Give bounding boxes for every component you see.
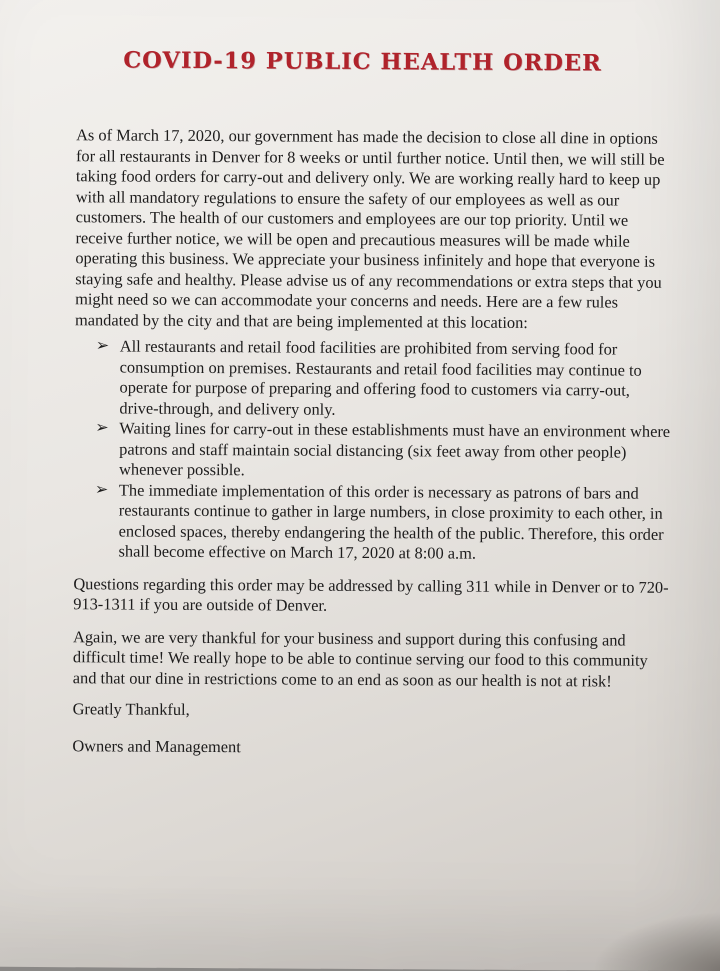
document-body xyxy=(72,125,674,760)
rule-text: All restaurants and retail food facilities are prohibited from serving food for consumption on premises. Restaurants and retail food facilities may continue to operate for purpose of preparing and offering food to customers via carry-out, drive-through, and delivery only. xyxy=(119,336,642,419)
arrow-bullet-icon: ➢ xyxy=(95,419,109,437)
rule-item xyxy=(95,418,672,484)
arrow-bullet-icon: ➢ xyxy=(95,337,110,355)
rule-text: The immediate implementation of this order is necessary as patrons of bars and restaurants continue to gather in large numbers, in close proximity to each other, in enclosed spaces, thereby endangering the health of the public. Therefore, this order shall become effective on March 17, 2020 at 8:00 a.m. xyxy=(118,480,664,563)
signature-line: Owners and Management xyxy=(72,735,241,756)
rule-item xyxy=(95,336,672,422)
arrow-bullet-icon: ➢ xyxy=(94,480,109,498)
rule-text: Waiting lines for carry-out in these establishments must have an environment where patrons and staff maintain social distancing (six feet away from other people) whenever possible. xyxy=(119,418,671,480)
rules-list xyxy=(74,336,673,565)
thanks-paragraph: Again, we are very thankful for your business and support during this confusing and difficult time! We really hope to be able to continue serving our food to this community and that our dine in restrictions come to an end as soon as our health is not at risk! xyxy=(72,626,648,691)
page-shadow xyxy=(592,910,720,971)
rule-item xyxy=(94,480,672,565)
intro-paragraph: As of March 17, 2020, our government has made the decision to close all dine in options for all restaurants in Denver for 8 weeks or until further notice. Until then, we will still be taking food orders for carry-out and delivery only. We are working really hard to keep up with all mandatory regulations to ensure the safety of our employees as well as our customers. The health of our customers and employees are our top priority. Until we receive further notice, we will be open and precautious measures will be made while operating this business. We appreciate your business infinitely and hope that everyone is staying safe and healthy. Please advise us of any recommendations or extra steps that you might need so we can accommodate your concerns and needs. Here are a few rules mandated by the city and that are being implemented at this location: xyxy=(74,125,665,332)
questions-paragraph: Questions regarding this order may be addressed by calling 311 while in Denver or to 720-913-1311 if you are outside of Denver. xyxy=(73,573,669,615)
closing-line: Greatly Thankful, xyxy=(72,699,190,719)
document-title: COVID-19 PUBLIC HEALTH ORDER xyxy=(123,47,602,77)
